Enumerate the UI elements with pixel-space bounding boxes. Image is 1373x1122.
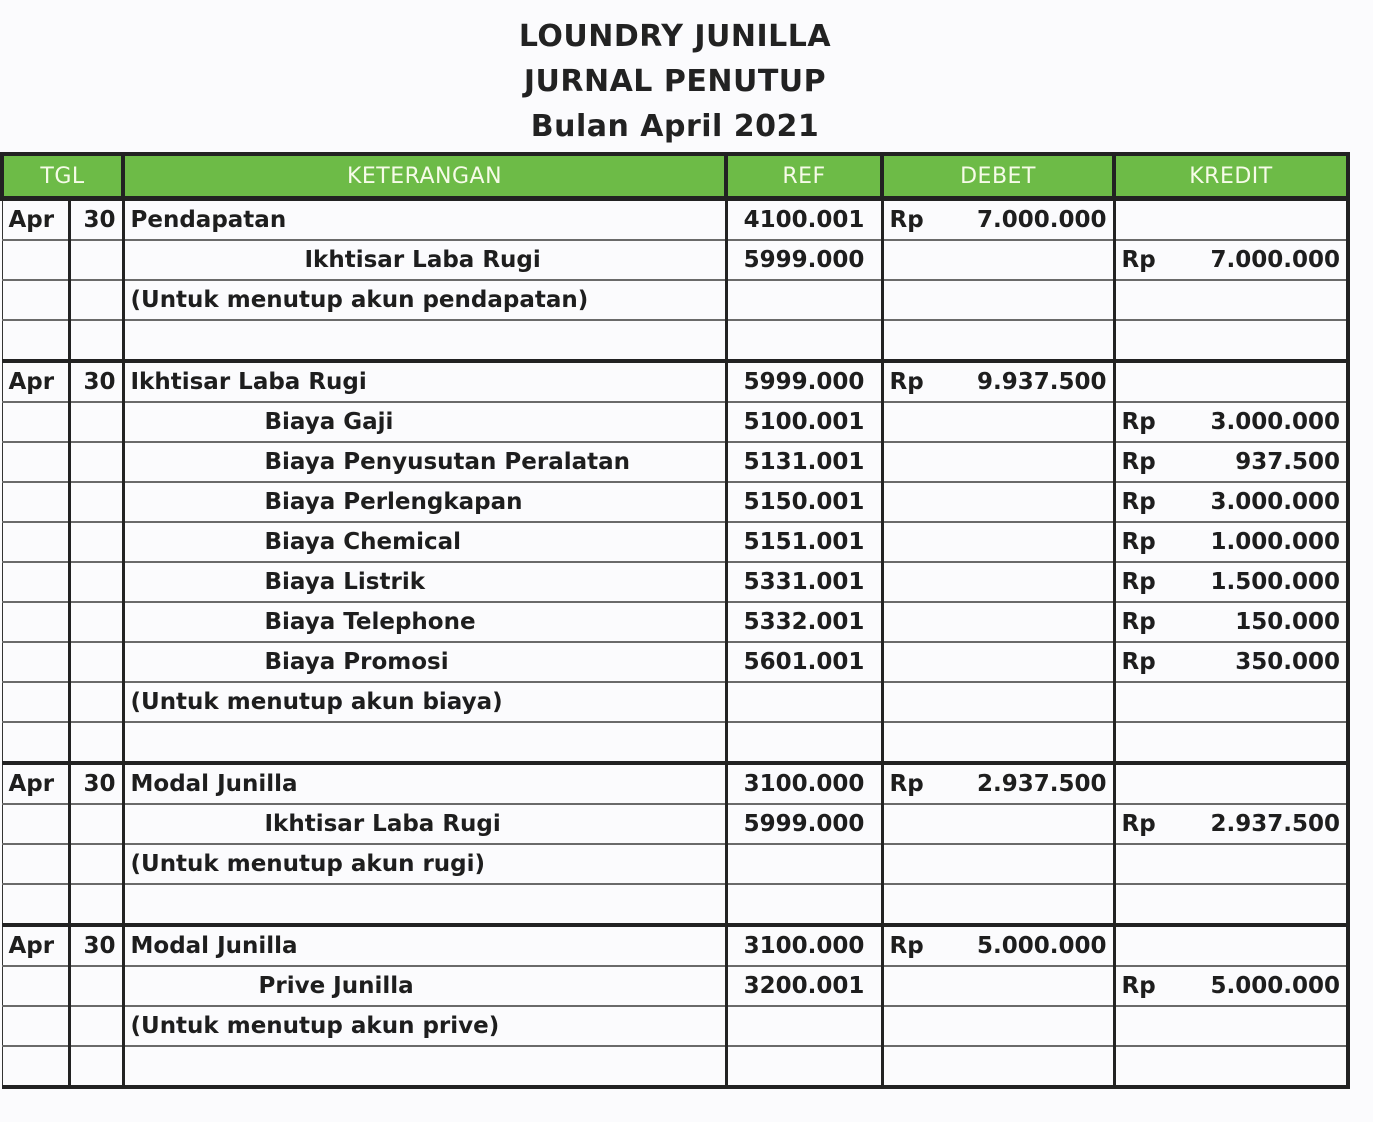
- account-ref: 4100.001: [726, 199, 882, 241]
- credit-amount: 3.000.000: [1210, 489, 1340, 515]
- journal-row: [2, 642, 1348, 682]
- date-day: [69, 844, 123, 884]
- account-ref: 5150.001: [726, 482, 882, 522]
- credit-cell: [1114, 602, 1348, 642]
- currency-label: Rp: [889, 207, 924, 233]
- credit-cell: [1114, 482, 1348, 522]
- credit-cell: [1114, 722, 1348, 763]
- credit-cell: [1114, 522, 1348, 562]
- date-month: [2, 522, 69, 562]
- credit-cell: [1114, 240, 1348, 280]
- date-month: [2, 884, 69, 925]
- journal-row: [2, 925, 1348, 966]
- column-header-keterangan: KETERANGAN: [123, 154, 726, 199]
- credit-cell: [1114, 562, 1348, 602]
- account-description: Biaya Listrik: [123, 562, 726, 602]
- date-day: [69, 482, 123, 522]
- journal-row: [2, 844, 1348, 884]
- credit-cell: [1114, 925, 1348, 966]
- account-ref: [726, 320, 882, 361]
- date-day: [69, 1006, 123, 1046]
- date-month: [2, 320, 69, 361]
- date-month: [2, 402, 69, 442]
- credit-amount: 5.000.000: [1210, 973, 1340, 999]
- credit-cell: [1114, 361, 1348, 402]
- account-description: (Untuk menutup akun biaya): [123, 682, 726, 722]
- currency-label: Rp: [1121, 529, 1156, 555]
- account-description: Modal Junilla: [123, 925, 726, 966]
- account-description: Biaya Penyusutan Peralatan: [123, 442, 726, 482]
- date-month: [2, 682, 69, 722]
- journal-row: [2, 361, 1348, 402]
- currency-label: Rp: [1121, 649, 1156, 675]
- journal-row: [2, 320, 1348, 361]
- journal-row: [2, 482, 1348, 522]
- debit-cell: [882, 722, 1114, 763]
- credit-amount: 1.000.000: [1210, 529, 1340, 555]
- date-day: [69, 1046, 123, 1087]
- company-name: LOUNDRY JUNILLA: [518, 19, 832, 54]
- journal-row: [2, 722, 1348, 763]
- journal-row: [2, 1006, 1348, 1046]
- date-day: [69, 642, 123, 682]
- date-month: [2, 722, 69, 763]
- closing-journal-table: [0, 152, 1350, 1089]
- column-header-kredit: KREDIT: [1114, 154, 1348, 199]
- account-description: Ikhtisar Laba Rugi: [123, 361, 726, 402]
- date-day: [69, 682, 123, 722]
- journal-row: [2, 562, 1348, 602]
- debit-cell: [882, 682, 1114, 722]
- account-ref: [726, 280, 882, 320]
- date-day: 30: [69, 925, 123, 966]
- account-description: Biaya Chemical: [123, 522, 726, 562]
- date-day: [69, 522, 123, 562]
- date-day: [69, 966, 123, 1006]
- debit-cell: [882, 1006, 1114, 1046]
- currency-label: Rp: [1121, 449, 1156, 475]
- debit-amount: 5.000.000: [977, 933, 1107, 959]
- account-description: [123, 884, 726, 925]
- date-day: [69, 884, 123, 925]
- journal-row: [2, 442, 1348, 482]
- credit-amount: 350.000: [1235, 649, 1340, 675]
- currency-label: Rp: [889, 369, 924, 395]
- credit-amount: 150.000: [1235, 609, 1340, 635]
- account-description: (Untuk menutup akun rugi): [123, 844, 726, 884]
- debit-cell: [882, 320, 1114, 361]
- debit-cell: [882, 763, 1114, 804]
- currency-label: Rp: [1121, 973, 1156, 999]
- date-day: [69, 722, 123, 763]
- credit-cell: [1114, 1006, 1348, 1046]
- document-header: [0, 14, 1350, 149]
- account-ref: 5999.000: [726, 240, 882, 280]
- credit-cell: [1114, 199, 1348, 241]
- credit-cell: [1114, 320, 1348, 361]
- credit-amount: 7.000.000: [1210, 247, 1340, 273]
- account-ref: [726, 844, 882, 884]
- account-ref: 3200.001: [726, 966, 882, 1006]
- credit-cell: [1114, 442, 1348, 482]
- debit-cell: [882, 199, 1114, 241]
- date-month: [2, 844, 69, 884]
- date-day: [69, 280, 123, 320]
- debit-amount: 9.937.500: [977, 369, 1107, 395]
- credit-amount: 937.500: [1235, 449, 1340, 475]
- currency-label: Rp: [889, 933, 924, 959]
- account-description: (Untuk menutup akun prive): [123, 1006, 726, 1046]
- account-description: (Untuk menutup akun pendapatan): [123, 280, 726, 320]
- credit-cell: [1114, 844, 1348, 884]
- date-month: [2, 562, 69, 602]
- account-ref: 3100.000: [726, 763, 882, 804]
- account-ref: [726, 1006, 882, 1046]
- journal-row: [2, 602, 1348, 642]
- account-ref: 5131.001: [726, 442, 882, 482]
- table-header-row: [2, 154, 1348, 199]
- account-ref: 5601.001: [726, 642, 882, 682]
- column-header-ref: REF: [726, 154, 882, 199]
- date-month: [2, 1006, 69, 1046]
- date-month: [2, 442, 69, 482]
- credit-cell: [1114, 1046, 1348, 1087]
- date-day: [69, 442, 123, 482]
- date-month: [2, 240, 69, 280]
- credit-cell: [1114, 642, 1348, 682]
- date-day: 30: [69, 199, 123, 241]
- debit-cell: [882, 884, 1114, 925]
- account-ref: 5332.001: [726, 602, 882, 642]
- journal-row: [2, 240, 1348, 280]
- debit-cell: [882, 361, 1114, 402]
- journal-row: [2, 884, 1348, 925]
- account-ref: 5151.001: [726, 522, 882, 562]
- debit-cell: [882, 240, 1114, 280]
- account-description: [123, 320, 726, 361]
- journal-row: [2, 1046, 1348, 1087]
- date-month: Apr: [2, 199, 69, 241]
- account-ref: 5100.001: [726, 402, 882, 442]
- account-ref: 3100.000: [726, 925, 882, 966]
- date-day: [69, 804, 123, 844]
- date-month: [2, 482, 69, 522]
- account-description: Biaya Telephone: [123, 602, 726, 642]
- account-ref: [726, 722, 882, 763]
- journal-body: [2, 199, 1348, 1088]
- account-description: Modal Junilla: [123, 763, 726, 804]
- debit-amount: 7.000.000: [977, 207, 1107, 233]
- date-day: [69, 320, 123, 361]
- debit-cell: [882, 844, 1114, 884]
- currency-label: Rp: [1121, 609, 1156, 635]
- debit-cell: [882, 482, 1114, 522]
- date-month: [2, 1046, 69, 1087]
- credit-cell: [1114, 763, 1348, 804]
- period-label: Bulan April 2021: [530, 109, 820, 144]
- currency-label: Rp: [1121, 247, 1156, 273]
- debit-cell: [882, 1046, 1114, 1087]
- credit-cell: [1114, 804, 1348, 844]
- account-description: Biaya Promosi: [123, 642, 726, 682]
- date-month: [2, 642, 69, 682]
- journal-row: [2, 402, 1348, 442]
- debit-amount: 2.937.500: [977, 771, 1107, 797]
- account-ref: 5331.001: [726, 562, 882, 602]
- debit-cell: [882, 280, 1114, 320]
- account-ref: [726, 1046, 882, 1087]
- journal-row: [2, 804, 1348, 844]
- credit-cell: [1114, 280, 1348, 320]
- account-description: Ikhtisar Laba Rugi: [123, 804, 726, 844]
- date-day: [69, 602, 123, 642]
- currency-label: Rp: [1121, 489, 1156, 515]
- journal-row: [2, 280, 1348, 320]
- column-header-debet: DEBET: [882, 154, 1114, 199]
- debit-cell: [882, 642, 1114, 682]
- journal-row: [2, 763, 1348, 804]
- debit-cell: [882, 522, 1114, 562]
- date-month: Apr: [2, 361, 69, 402]
- account-description: Biaya Perlengkapan: [123, 482, 726, 522]
- date-day: [69, 402, 123, 442]
- debit-cell: [882, 804, 1114, 844]
- account-ref: [726, 682, 882, 722]
- credit-amount: 1.500.000: [1210, 569, 1340, 595]
- account-description: [123, 722, 726, 763]
- column-header-tgl: TGL: [2, 154, 123, 199]
- account-description: [123, 1046, 726, 1087]
- account-description: Biaya Gaji: [123, 402, 726, 442]
- debit-cell: [882, 966, 1114, 1006]
- credit-amount: 2.937.500: [1210, 811, 1340, 837]
- credit-cell: [1114, 884, 1348, 925]
- currency-label: Rp: [1121, 409, 1156, 435]
- account-ref: 5999.000: [726, 361, 882, 402]
- document-title: JURNAL PENUTUP: [523, 64, 827, 99]
- date-day: [69, 562, 123, 602]
- credit-cell: [1114, 682, 1348, 722]
- journal-row: [2, 522, 1348, 562]
- date-month: [2, 804, 69, 844]
- date-month: [2, 602, 69, 642]
- journal-row: [2, 966, 1348, 1006]
- debit-cell: [882, 925, 1114, 966]
- date-month: [2, 966, 69, 1006]
- journal-row: [2, 199, 1348, 241]
- date-day: 30: [69, 361, 123, 402]
- debit-cell: [882, 602, 1114, 642]
- debit-cell: [882, 402, 1114, 442]
- credit-amount: 3.000.000: [1210, 409, 1340, 435]
- account-ref: 5999.000: [726, 804, 882, 844]
- account-description: Ikhtisar Laba Rugi: [123, 240, 726, 280]
- currency-label: Rp: [1121, 569, 1156, 595]
- date-day: [69, 240, 123, 280]
- journal-row: [2, 682, 1348, 722]
- credit-cell: [1114, 966, 1348, 1006]
- credit-cell: [1114, 402, 1348, 442]
- date-month: [2, 280, 69, 320]
- account-description: Pendapatan: [123, 199, 726, 241]
- date-day: 30: [69, 763, 123, 804]
- date-month: Apr: [2, 925, 69, 966]
- date-month: Apr: [2, 763, 69, 804]
- debit-cell: [882, 442, 1114, 482]
- currency-label: Rp: [889, 771, 924, 797]
- currency-label: Rp: [1121, 811, 1156, 837]
- account-description: Prive Junilla: [123, 966, 726, 1006]
- account-ref: [726, 884, 882, 925]
- debit-cell: [882, 562, 1114, 602]
